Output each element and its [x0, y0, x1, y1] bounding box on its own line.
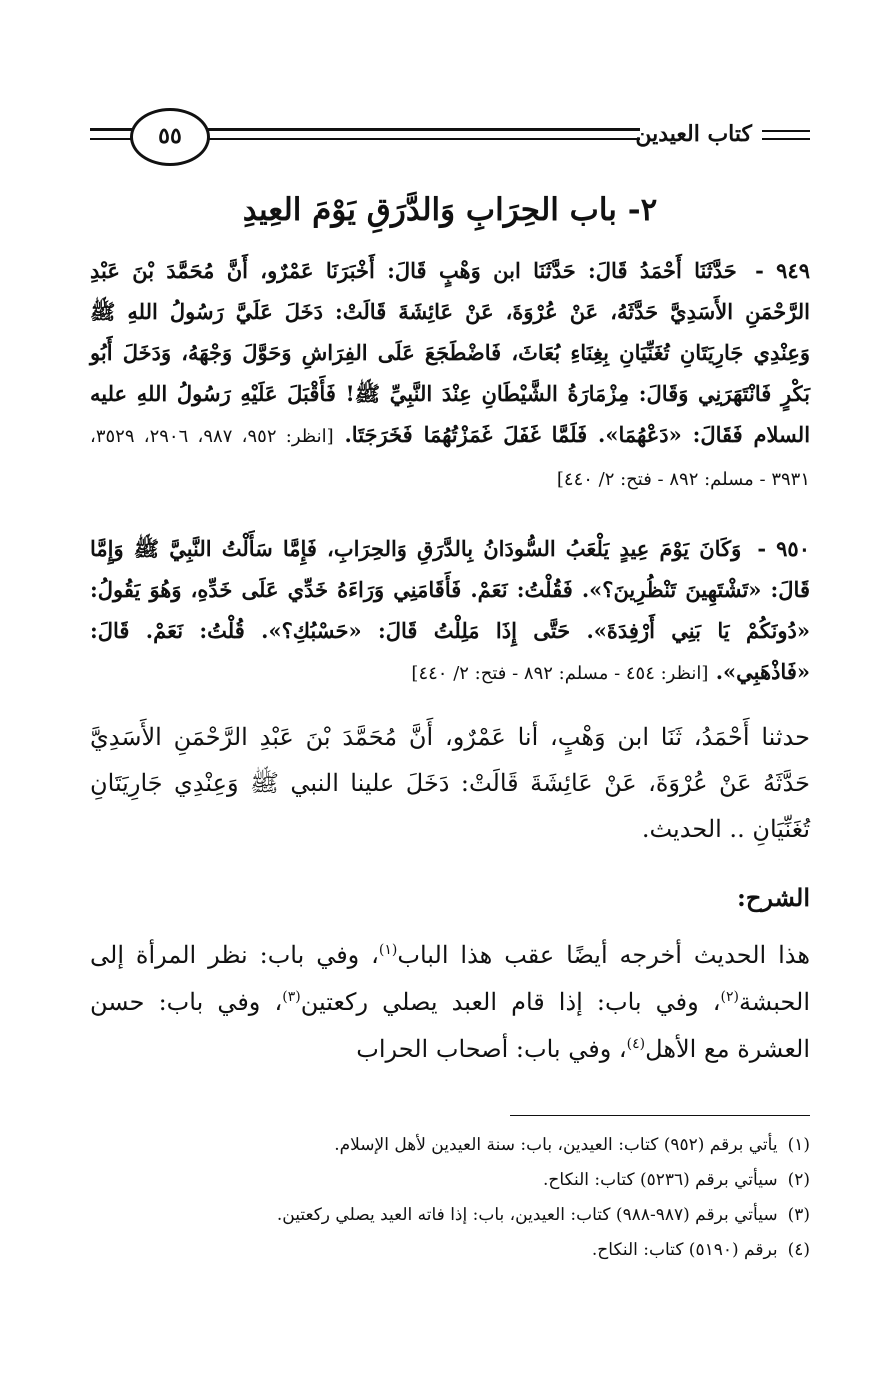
footnote-text: برقم (٥١٩٠) كتاب: النكاح. — [591, 1240, 778, 1260]
footnote-text: سيأتي برقم (٩٨٧-٩٨٨) كتاب: العيدين، باب: إذا فاته العيد يصلي ركعتين. — [276, 1205, 778, 1225]
footnote-ref-2[interactable]: (٢) — [720, 989, 739, 1005]
footnotes-list — [90, 1128, 810, 1268]
header-rule — [90, 128, 134, 131]
header-rule — [200, 138, 640, 140]
header-rule — [200, 128, 640, 131]
page-number: ٥٥ — [130, 108, 210, 166]
footnote-number: (٢) — [787, 1170, 810, 1190]
footnote-number: (٤) — [787, 1240, 810, 1260]
hadith-reference: [انظر: ٤٥٤ - مسلم: ٨٩٢ - فتح: ٢/ ٤٤٠] — [411, 663, 709, 684]
footnote-text: سيأتي برقم (٥٢٣٦) كتاب: النكاح. — [543, 1170, 778, 1190]
footnote-ref-4[interactable]: (٤) — [626, 1036, 646, 1052]
footnote-text: يأتي برقم (٩٥٢) كتاب: العيدين، باب: سنة العيدين لأهل الإسلام. — [334, 1135, 778, 1155]
footnote-number: (١) — [787, 1135, 810, 1155]
sharh-text: ، وفي باب: نظر المرأة إلى الحبشة — [90, 941, 810, 1016]
footnote-item — [90, 1163, 810, 1198]
narration-chain: حدثنا أَحْمَدُ، ثَنَا ابن وَهْبٍ، أنا عَمْرٌو، أَنَّ مُحَمَّدَ بْنَ عَبْدِ الرَّحْمَنِ الأَسَدِيَّ حَدَّثَهُ عَنْ عُرْوَةَ، عَنْ عَائِشَةَ قَالَتْ: دَخَلَ علينا النبي ﷺ وَعِنْدِي جَارِيَتَانِ تُغَنِّيَانِ .. الحديث. — [90, 723, 810, 843]
sharh-heading: الشرح: — [737, 883, 810, 912]
header-rule — [762, 138, 810, 140]
hadith-reference: [انظر: ٩٥٢، ٩٨٧، ٢٩٠٦، ٣٥٢٩، ٣٩٣١ - مسلم: ٨٩٢ - فتح: ٢/ ٤٤٠] — [90, 426, 810, 490]
chapter-title: ٢- باب الحِرَابِ وَالدَّرَقِ يَوْمَ العِيدِ — [242, 192, 658, 228]
footnote-item — [90, 1198, 810, 1233]
hadith-number: ٩٥٠ - — [757, 536, 810, 561]
footnote-item — [90, 1128, 810, 1163]
book-page — [90, 100, 810, 1330]
header-rule — [90, 138, 134, 140]
footnote-number: (٣) — [787, 1205, 810, 1225]
sharh-text: هذا الحديث أخرجه أيضًا عقب هذا الباب — [397, 941, 810, 969]
footnote-separator — [510, 1115, 810, 1116]
hadith-number: ٩٤٩ - — [755, 258, 810, 283]
hadith-text: وَكَانَ يَوْمَ عِيدٍ يَلْعَبُ السُّودَانُ بِالدَّرَقِ وَالحِرَابِ، فَإِمَّا سَأَلْتُ النَّبِيَّ ﷺ وَإِمَّا قَالَ: «تَشْتَهِينَ تَنْظُرِينَ؟». فَقُلْتُ: نَعَمْ. فَأَقَامَنِي وَرَاءَهُ خَدِّي عَلَى خَدِّهِ، وَهُوَ يَقُولُ: «دُونَكُمْ يَا بَنِي أَرْفِدَةَ». حَتَّى إِذَا مَلِلْتُ قَالَ: «حَسْبُكِ؟». قُلْتُ: نَعَمْ. قَالَ: «فَاذْهَبِي». — [90, 536, 810, 684]
sharh-text: ، وفي باب: حسن العشرة مع الأهل — [90, 988, 810, 1063]
hadith-text: حَدَّثَنَا أَحْمَدُ قَالَ: حَدَّثَنَا ابن وَهْبٍ قَالَ: أَخْبَرَنَا عَمْرٌو، أَنَّ مُحَمَّدَ بْنَ عَبْدِ الرَّحْمَنِ الأَسَدِيَّ حَدَّثَهُ، عَنْ عُرْوَةَ، عَنْ عَائِشَةَ قَالَتْ: دَخَلَ عَلَيَّ رَسُولُ اللهِ ﷺ وَعِنْدِي جَارِيَتَانِ تُغَنِّيَانِ بِغِنَاءِ بُعَاثَ، فَاضْطَجَعَ عَلَى الفِرَاشِ وَحَوَّلَ وَجْهَهُ، وَدَخَلَ أَبُو بَكْرٍ فَانْتَهَرَنِي وَقَالَ: مِزْمَارَةُ الشَّيْطَانِ عِنْدَ النَّبِيِّ ﷺ! فَأَقْبَلَ عَلَيْهِ رَسُولُ اللهِ عليه السلام فَقَالَ: «دَعْهُمَا». فَلَمَّا غَفَلَ غَمَزْتُهُمَا فَخَرَجَتَا. — [90, 258, 811, 447]
hadith-950 — [90, 528, 810, 694]
hadith-949 — [90, 250, 810, 500]
footnote-ref-1[interactable]: (١) — [378, 942, 398, 958]
book-title: كتاب العيدين — [635, 121, 752, 147]
footnote-item — [90, 1233, 810, 1268]
footnote-ref-3[interactable]: (٣) — [282, 989, 301, 1005]
sharh-text: ، وفي باب: إذا قام العبد يصلي ركعتين — [300, 988, 721, 1016]
sharh-body — [90, 932, 810, 1073]
sharh-text: ، وفي باب: أصحاب الحراب — [356, 1035, 627, 1063]
header-rule — [762, 130, 810, 132]
running-header — [90, 108, 810, 166]
